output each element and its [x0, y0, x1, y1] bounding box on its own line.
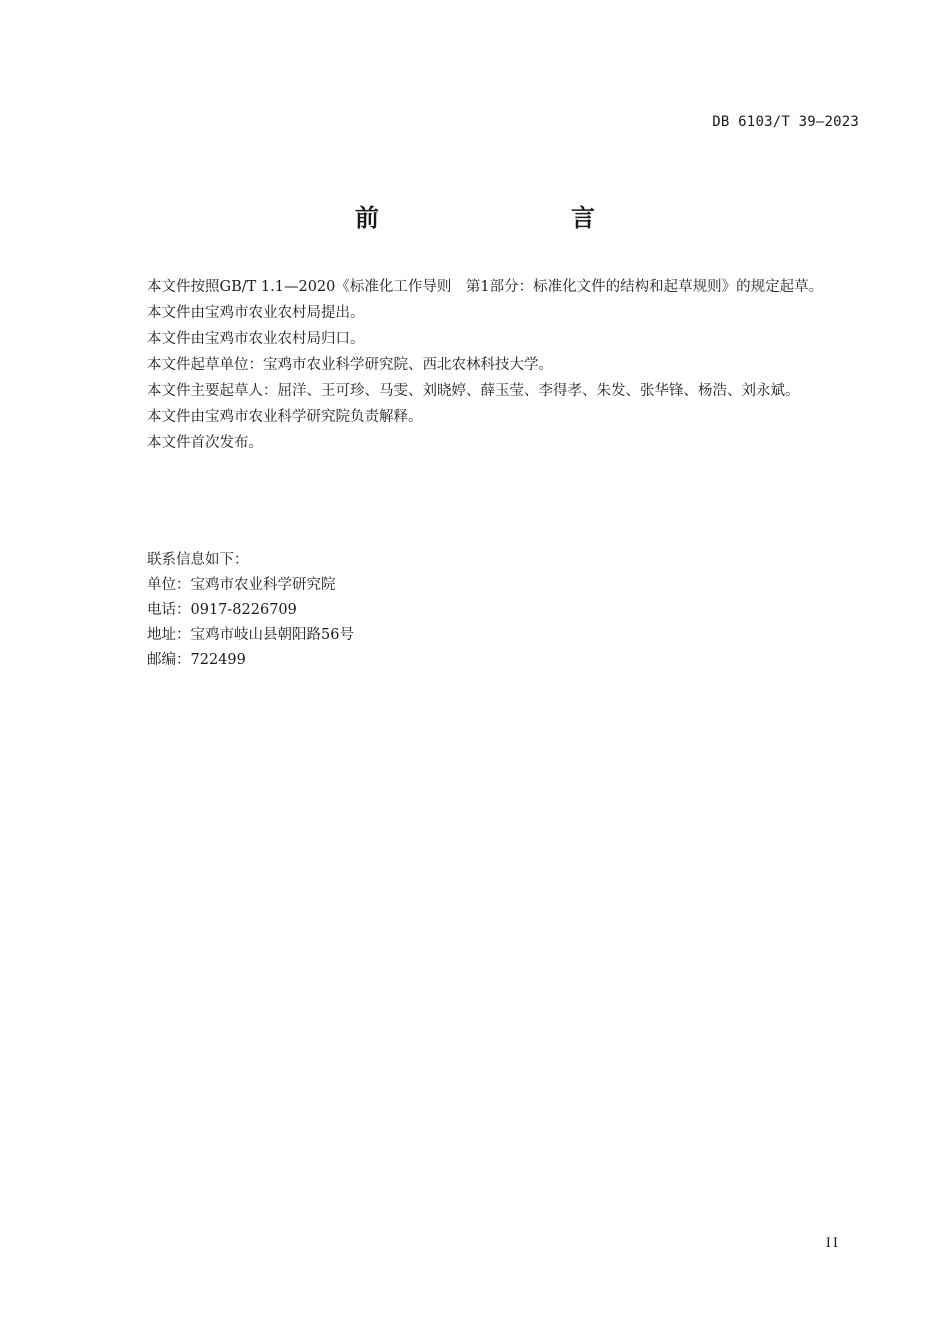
paragraph-centralized-by: 本文件由宝鸡市农业农村局归口。: [147, 331, 365, 347]
contact-heading: 联系信息如下：: [147, 552, 249, 568]
document-code: DB 6103/T 39—2023: [712, 114, 859, 130]
paragraph-interpretation: 本文件由宝鸡市农业科学研究院负责解释。: [147, 409, 423, 425]
contact-address: 地址：宝鸡市岐山县朝阳路56号: [147, 627, 354, 643]
page-number: II: [825, 1236, 840, 1251]
contact-unit: 单位：宝鸡市农业科学研究院: [147, 577, 336, 593]
paragraph-drafters: 本文件主要起草人：屈洋、王可珍、马雯、刘晓婷、薛玉莹、李得孝、朱发、张华锋、杨浩、刘永斌。: [147, 383, 800, 399]
paragraph-drafting-units: 本文件起草单位：宝鸡市农业科学研究院、西北农林科技大学。: [147, 357, 553, 373]
page-title: 前 言: [355, 204, 643, 232]
paragraph-proposed-by: 本文件由宝鸡市农业农村局提出。: [147, 305, 365, 321]
paragraph-first-release: 本文件首次发布。: [147, 435, 263, 451]
contact-info: [147, 548, 354, 673]
contact-phone: 电话：0917-8226709: [147, 602, 297, 618]
paragraph-drafting-rule: 本文件按照GB/T 1.1—2020《标准化工作导则 第1部分：标准化文件的结构和起草规则》的规定起草。: [147, 279, 824, 295]
foreword-body: [114, 274, 860, 456]
contact-postcode: 邮编：722499: [147, 652, 246, 668]
